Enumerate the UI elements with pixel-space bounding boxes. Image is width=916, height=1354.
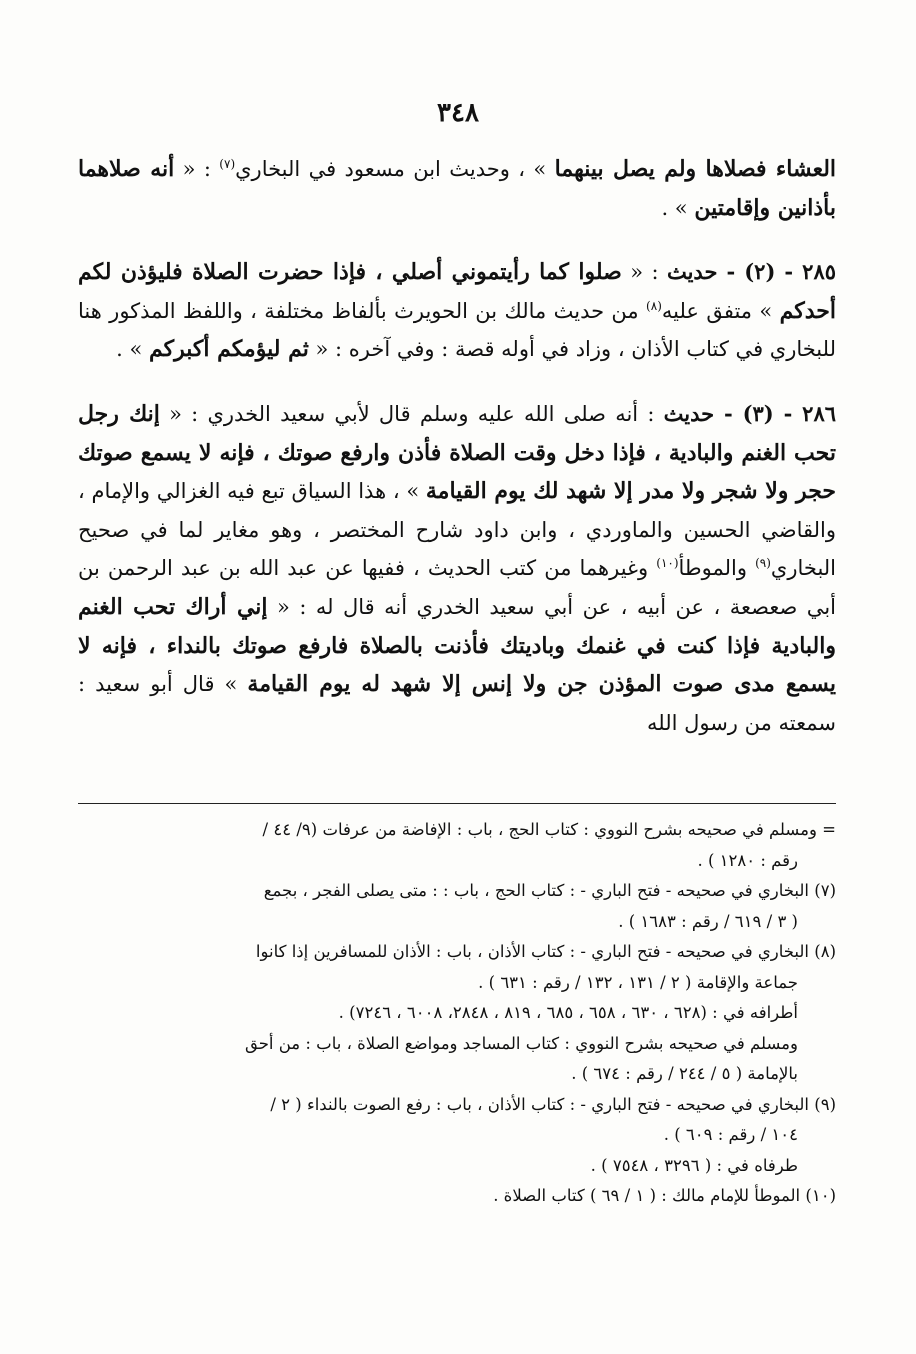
commentary-text: : « (174, 157, 220, 181)
commentary-text: » ، هذا السياق تبع فيه الغزالي والإمام ، والقاضي الحسين والماوردي ، وابن داود شارح المختصر ، وهو مغاير لما في صحيح البخاري (78, 479, 837, 581)
commentary-text: » متفق عليه (661, 298, 780, 323)
footnote-continuation (78, 815, 836, 876)
commentary-text: » قال أبو سعيد : سمعته من رسول الله (78, 672, 836, 735)
paragraph-1 (78, 150, 836, 227)
footnote-ref-7[interactable]: (٧) (219, 157, 236, 171)
hadith-number: ٢٨٥ - (٢) - حديث (666, 259, 837, 285)
footnote-line: ( ٣ / ٦١٩ / رقم : ١٦٨٣ ) . (618, 911, 798, 931)
hadith-quote: العشاء فصلاها ولم يصل بينهما (554, 156, 837, 182)
footnotes (78, 815, 836, 1212)
footnote-ref-8[interactable]: (٨) (646, 298, 662, 313)
footnote-8 (78, 937, 836, 1090)
commentary-text: وغيرهما من كتب الحديث ، ففيها عن عبد الله بن عبد الرحمن بن أبي صعصعة ، عن أبيه ، عن أبي سعيد الخدري أنه قال له : « (78, 556, 836, 619)
commentary-text: » . (116, 337, 149, 362)
footnote-9 (78, 1090, 836, 1182)
main-text (78, 150, 836, 768)
footnote-line: = ومسلم في صحيحه بشرح النووي : كتاب الحج ، باب : الإفاضة من عرفات (٩/ ٤٤ / (262, 820, 836, 839)
footnote-divider (78, 803, 836, 804)
commentary-text: من حديث مالك بن الحويرث بألفاظ مختلفة ، واللفظ المذكور هنا للبخاري في كتاب الأذان ، وزاد في أوله قصة : وفي آخره : « (78, 298, 836, 362)
footnote-line: أطرافه في : (٦٢٨ ، ٦٣٠ ، ٦٥٨ ، ٦٨٥ ، ٨١٩ ، ٢٨٤٨، ٦٠٠٨ ، ٧٢٤٦) . (338, 1003, 798, 1022)
footnote-10 (78, 1181, 836, 1212)
hadith-quote: ثم ليؤمكم أكبركم (149, 336, 309, 363)
footnote-line: (٨) البخاري في صحيحه - فتح الباري - : كتاب الأذان ، باب : الأذان للمسافرين إذا كانوا (255, 942, 836, 961)
hadith-quote: أنه صلاهما بأذانين وإقامتين (78, 156, 836, 221)
footnote-line: طرفاه في : ( ٣٢٩٦ ، ٧٥٤٨ ) . (590, 1155, 798, 1175)
hadith-quote: صلوا كما رأيتموني أصلي ، فإذا حضرت الصلاة فليؤذن لكم أحدكم (78, 259, 836, 324)
footnote-line: (١٠) الموطأ للإمام مالك : ( ١ / ٦٩ ) كتاب الصلاة . (493, 1186, 836, 1205)
footnote-line: جماعة والإقامة ( ٢ / ١٣١ ، ١٣٢ / رقم : ٦٣١ ) . (478, 972, 798, 992)
footnote-ref-9[interactable]: (٩) (755, 556, 771, 571)
footnote-line: بالإمامة ( ٥ / ٢٤٤ / رقم : ٦٧٤ ) . (571, 1064, 798, 1083)
footnote-line: رقم : ١٢٨٠ ) . (697, 850, 798, 870)
footnote-line: (٧) البخاري في صحيحه - فتح الباري - : كتاب الحج ، باب : : متى يصلى الفجر ، بجمع (263, 881, 836, 900)
hadith-quote: إنك رجل تحب الغنم والبادية ، فإذا دخل وقت الصلاة فأذن وارفع صوتك ، فإنه لا يسمع صوتك حجر ولا شجر ولا مدر إلا شهد لك يوم القيامة (78, 400, 836, 505)
footnote-line: ومسلم في صحيحه بشرح النووي : كتاب المساجد ومواضع الصلاة ، باب : من أحق (244, 1033, 798, 1053)
footnote-line: ١٠٤ / رقم : ٦٠٩ ) . (663, 1125, 798, 1144)
page-number: ٣٤٨ (437, 98, 479, 128)
footnote-7 (78, 876, 836, 937)
commentary-text: » . (661, 195, 695, 220)
paragraph-286 (78, 395, 836, 742)
commentary-text: : « (621, 260, 667, 285)
hadith-quote: إني أراك تحب الغنم والبادية فإذا كنت في غنمك وباديتك فأذنت بالصلاة فارفع صوتك بالنداء ، فإنه لا يسمع مدى صوت المؤذن جن ولا إنس إلا شهد له يوم القيامة (78, 593, 836, 698)
commentary-text: : أنه صلى الله عليه وسلم قال لأبي سعيد الخدري : « (159, 401, 664, 426)
paragraph-285 (78, 253, 836, 369)
commentary-text: والموطأ (678, 556, 756, 581)
commentary-text: » ، وحديث ابن مسعود في البخاري (235, 157, 555, 181)
footnote-line: (٩) البخاري في صحيحه - فتح الباري - : كتاب الأذان ، باب : رفع الصوت بالنداء ( ٢ / (270, 1094, 836, 1114)
footnote-ref-10[interactable]: (١٠) (656, 556, 679, 571)
hadith-number: ٢٨٦ - (٣) - حديث (663, 400, 837, 426)
